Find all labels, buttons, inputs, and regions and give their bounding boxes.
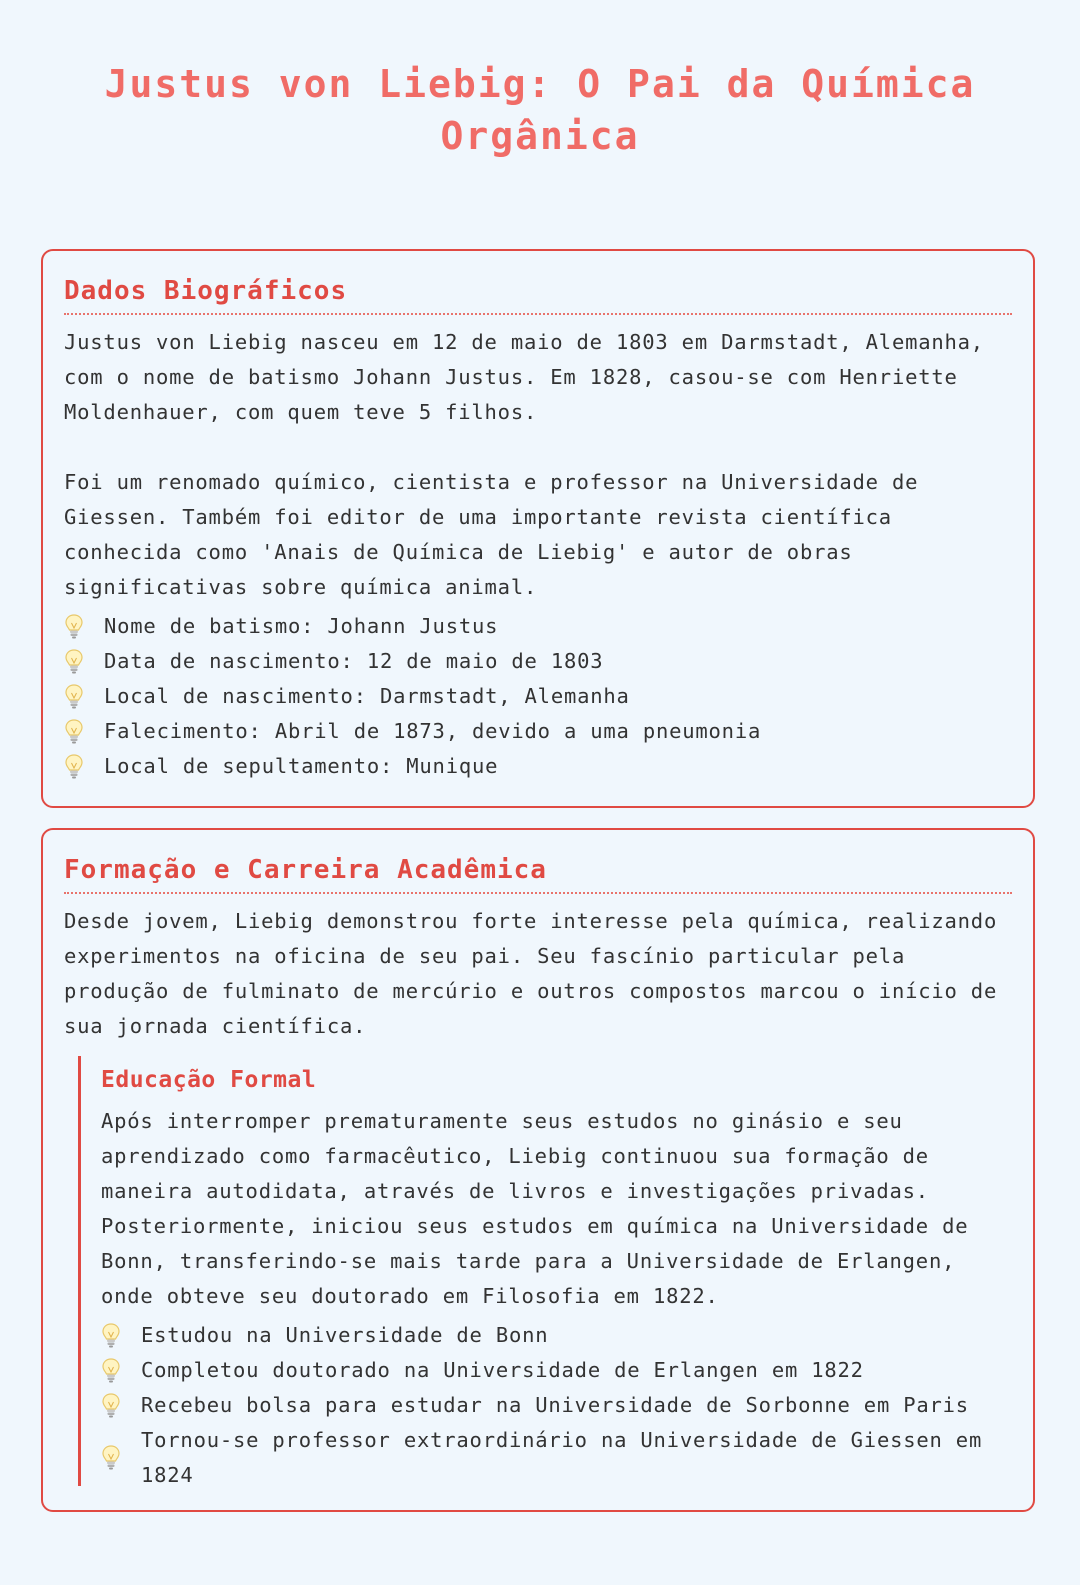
- career-intro-paragraph: [64, 904, 1012, 1044]
- lightbulb-icon: [64, 752, 104, 782]
- text-line: sua jornada científica.: [64, 1014, 367, 1038]
- text-line: com o nome de batismo Johann Justus. Em 1828, casou-se com Henriette: [64, 365, 958, 389]
- text-line: Estudou na Universidade de Bonn: [141, 1323, 549, 1347]
- biography-facts-list: [64, 609, 1012, 784]
- text-line: Recebeu bolsa para estudar na Universidade de Sorbonne em Paris: [141, 1393, 969, 1417]
- text-line: maneira autodidata, através de livros e investigações privadas.: [101, 1179, 929, 1203]
- text-line: aprendizado como farmacêutico, Liebig continuou sua formação de: [101, 1144, 929, 1168]
- text-line: Justus von Liebig nasceu em 12 de maio de 1803 em Darmstadt, Alemanha,: [64, 330, 984, 354]
- text-line: Tornou-se professor extraordinário na Universidade de Giessen em: [141, 1428, 983, 1452]
- list-item-text: [141, 1423, 982, 1493]
- text-line: Giessen. Também foi editor de uma importante revista científica: [64, 505, 892, 529]
- lightbulb-icon: [101, 1443, 141, 1473]
- text-line: produção de fulminato de mercúrio e outros compostos marcou o início de: [64, 979, 998, 1003]
- text-line: Após interromper prematuramente seus estudos no ginásio e seu: [101, 1109, 903, 1133]
- biography-paragraph-2: [64, 465, 1012, 605]
- biography-heading: Dados Biográficos: [64, 273, 1012, 315]
- list-item-text: Local de sepultamento: Munique: [104, 754, 499, 778]
- education-subsection: [78, 1056, 1012, 1486]
- text-line: significativas sobre química animal.: [64, 575, 538, 599]
- biography-card: [41, 249, 1035, 808]
- list-item-text: Falecimento: Abril de 1873, devido a uma pneumonia: [104, 719, 762, 743]
- biography-paragraph-1: [64, 325, 1012, 430]
- lightbulb-icon: [101, 1321, 141, 1351]
- education-heading: Educação Formal: [101, 1067, 317, 1093]
- page-title-line-1: Justus von Liebig: O Pai da Química: [104, 62, 976, 106]
- career-heading: Formação e Carreira Acadêmica: [64, 852, 1012, 894]
- list-item-text: Local de nascimento: Darmstadt, Alemanha: [104, 684, 630, 708]
- page-title: [60, 58, 1020, 162]
- list-item-text: Nome de batismo: Johann Justus: [104, 614, 499, 638]
- text-line: Foi um renomado químico, cientista e professor na Universidade de: [64, 470, 919, 494]
- education-paragraph: [101, 1104, 1012, 1314]
- list-item-text: [141, 1353, 864, 1388]
- list-item: [64, 714, 1012, 749]
- text-line: onde obteve seu doutorado em Filosofia em 1822.: [101, 1284, 719, 1308]
- text-line: Posteriormente, iniciou seus estudos em química na Universidade de: [101, 1214, 969, 1238]
- list-item-text: [141, 1388, 969, 1423]
- list-item: [101, 1353, 1012, 1388]
- text-line: experimentos na oficina de seu pai. Seu fascínio particular pela: [64, 944, 906, 968]
- lightbulb-icon: [64, 682, 104, 712]
- list-item-text: Data de nascimento: 12 de maio de 1803: [104, 649, 604, 673]
- career-card: [41, 828, 1035, 1512]
- text-line: conhecida como 'Anais de Química de Liebig' e autor de obras: [64, 540, 853, 564]
- education-list: [101, 1318, 1012, 1493]
- text-line: 1824: [141, 1463, 194, 1487]
- lightbulb-icon: [64, 717, 104, 747]
- text-line: Moldenhauer, com quem teve 5 filhos.: [64, 400, 538, 424]
- list-item: [64, 679, 1012, 714]
- page-title-line-2: Orgânica: [440, 114, 640, 158]
- text-line: Desde jovem, Liebig demonstrou forte interesse pela química, realizando: [64, 909, 998, 933]
- lightbulb-icon: [64, 647, 104, 677]
- lightbulb-icon: [101, 1391, 141, 1421]
- text-line: Completou doutorado na Universidade de Erlangen em 1822: [141, 1358, 864, 1382]
- list-item: [64, 609, 1012, 644]
- list-item: [101, 1423, 1012, 1493]
- list-item: [101, 1318, 1012, 1353]
- list-item: [64, 644, 1012, 679]
- text-line: Bonn, transferindo-se mais tarde para a Universidade de Erlangen,: [101, 1249, 956, 1273]
- lightbulb-icon: [101, 1356, 141, 1386]
- list-item-text: [141, 1318, 548, 1353]
- list-item: [101, 1388, 1012, 1423]
- list-item: [64, 749, 1012, 784]
- lightbulb-icon: [64, 612, 104, 642]
